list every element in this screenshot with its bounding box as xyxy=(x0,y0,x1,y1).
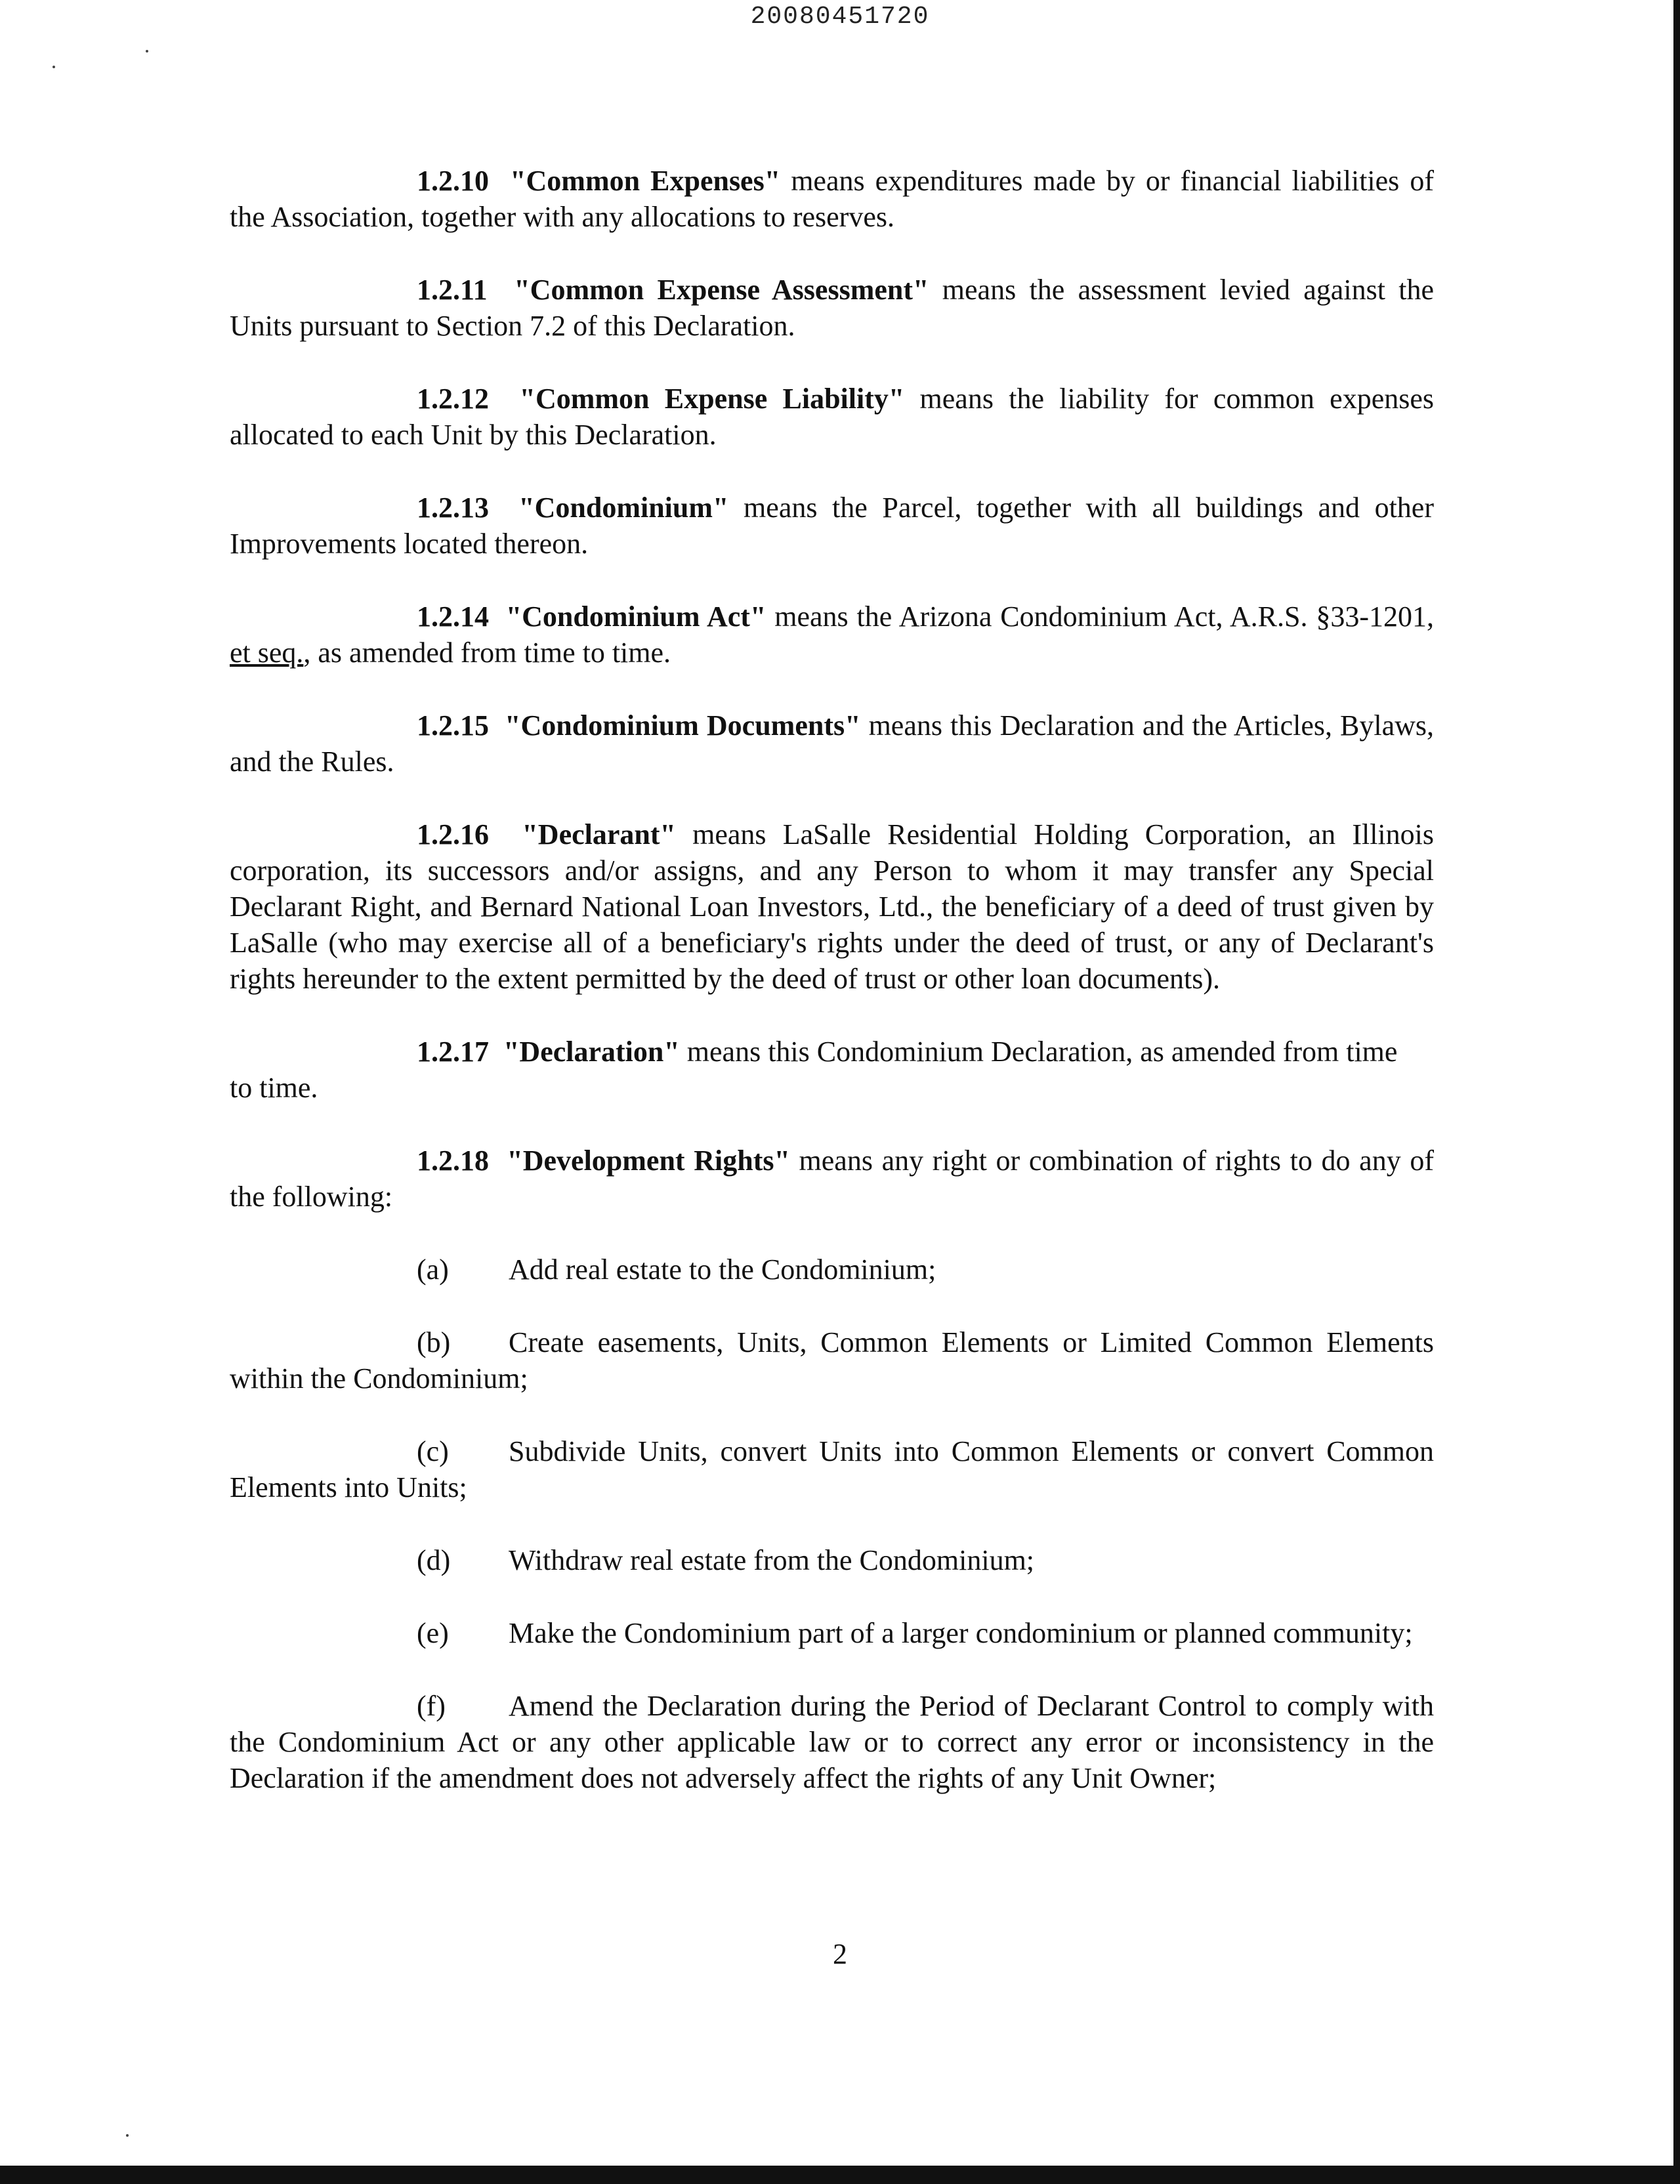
scan-bottom-border xyxy=(0,2166,1680,2184)
definition-term: "Common Expense Assessment" xyxy=(514,274,929,306)
sub-item-e xyxy=(230,1615,1434,1651)
definition-number: 1.2.12 xyxy=(417,383,489,415)
definition-number: 1.2.16 xyxy=(417,818,489,850)
scan-speck xyxy=(146,50,148,52)
definition-number: 1.2.13 xyxy=(417,492,489,524)
definition-text-after: , as amended from time to time. xyxy=(303,637,671,669)
sub-item-letter: (c) xyxy=(417,1435,449,1467)
sub-item-f xyxy=(230,1688,1434,1796)
definition-1-2-10 xyxy=(230,163,1434,235)
sub-item-letter: (b) xyxy=(417,1326,451,1358)
definition-1-2-15 xyxy=(230,707,1434,780)
definition-term: "Condominium Act" xyxy=(505,600,766,633)
sub-item-text: Create easements, Units, Common Elements or Limited Common Elements within the Condominium; xyxy=(230,1326,1434,1395)
definition-1-2-16 xyxy=(230,816,1434,997)
sub-item-text: Subdivide Units, convert Units into Common Elements or convert Common Elements into Units; xyxy=(230,1435,1434,1503)
definition-text: means LaSalle Residential Holding Corporation, an Illinois corporation, its successors and/or assigns, and any Person to whom it may transfer any Special Declarant Right, and Bernard National Loan Investors, Ltd., the beneficiary of a deed of trust given by LaSalle (who may exercise all of a beneficiary's rights under the deed of trust, or any of Declarant's rights hereunder to the extent permitted by the deed of trust or other loan documents). xyxy=(230,818,1434,995)
definition-1-2-18 xyxy=(230,1143,1434,1215)
et-seq-citation: et seq. xyxy=(230,637,304,669)
sub-item-d xyxy=(230,1542,1434,1578)
definition-number: 1.2.18 xyxy=(417,1144,489,1177)
definition-text: means this Declaration and the Articles, Bylaws, and the Rules. xyxy=(230,709,1435,778)
definition-term: "Common Expenses" xyxy=(510,165,781,197)
definition-number: 1.2.17 xyxy=(417,1036,489,1068)
sub-item-b xyxy=(230,1324,1434,1396)
document-number: 20080451720 xyxy=(750,3,930,31)
definition-1-2-11 xyxy=(230,272,1434,344)
sub-item-text: Add real estate to the Condominium; xyxy=(509,1253,936,1286)
sub-item-letter: (d) xyxy=(417,1544,451,1576)
sub-item-letter: (f) xyxy=(417,1690,446,1722)
definition-text: means the Arizona Condominium Act, A.R.S. §33-1201, xyxy=(766,600,1434,633)
definition-number: 1.2.14 xyxy=(417,600,489,633)
sub-item-text: Make the Condominium part of a larger condominium or planned community; xyxy=(509,1617,1413,1649)
definition-1-2-17 xyxy=(230,1034,1434,1106)
sub-item-text: Withdraw real estate from the Condominium; xyxy=(509,1544,1035,1576)
sub-item-letter: (a) xyxy=(417,1253,449,1286)
definition-text: means this Condominium Declaration, as amended from time xyxy=(679,1036,1398,1068)
definition-term: "Declarant" xyxy=(522,818,676,850)
page-number: 2 xyxy=(833,1938,847,1970)
definition-text: means the Parcel, together with all buildings and other Improvements located thereon. xyxy=(230,492,1434,560)
scan-speck xyxy=(52,66,55,68)
definition-number: 1.2.10 xyxy=(417,165,489,197)
definition-term: "Common Expense Liability" xyxy=(519,383,905,415)
sub-item-text: Amend the Declaration during the Period of Declarant Control to comply with the Condominium Act or any other applicable law or to correct any error or inconsistency in the Declaration if the amendment does not adversely affect the rights of any Unit Owner; xyxy=(230,1690,1434,1794)
definition-text: means the assessment levied against the Units pursuant to Section 7.2 of this Declaration. xyxy=(230,274,1434,342)
definition-term: "Declaration" xyxy=(503,1036,680,1068)
sub-item-c xyxy=(230,1433,1434,1505)
definition-number: 1.2.15 xyxy=(417,709,489,742)
sub-item-letter: (e) xyxy=(417,1617,449,1649)
definition-text: means the liability for common expenses allocated to each Unit by this Declaration. xyxy=(230,383,1435,451)
definition-number: 1.2.11 xyxy=(417,274,488,306)
definition-1-2-12 xyxy=(230,381,1434,453)
definition-term: "Condominium Documents" xyxy=(505,709,861,742)
definition-term: "Condominium" xyxy=(518,492,729,524)
document-body xyxy=(230,163,1434,1833)
definition-term: "Development Rights" xyxy=(507,1144,790,1177)
scan-speck xyxy=(126,2134,129,2137)
definition-text-tail: to time. xyxy=(230,1072,318,1104)
scan-right-border xyxy=(1673,0,1680,2184)
definition-text: means expenditures made by or financial liabilities of the Association, together with any allocations to reserves. xyxy=(230,165,1434,233)
definition-1-2-14 xyxy=(230,598,1434,671)
sub-item-a xyxy=(230,1251,1434,1288)
definition-1-2-13 xyxy=(230,490,1434,562)
definition-text: means any right or combination of rights to do any of the following: xyxy=(230,1144,1435,1213)
